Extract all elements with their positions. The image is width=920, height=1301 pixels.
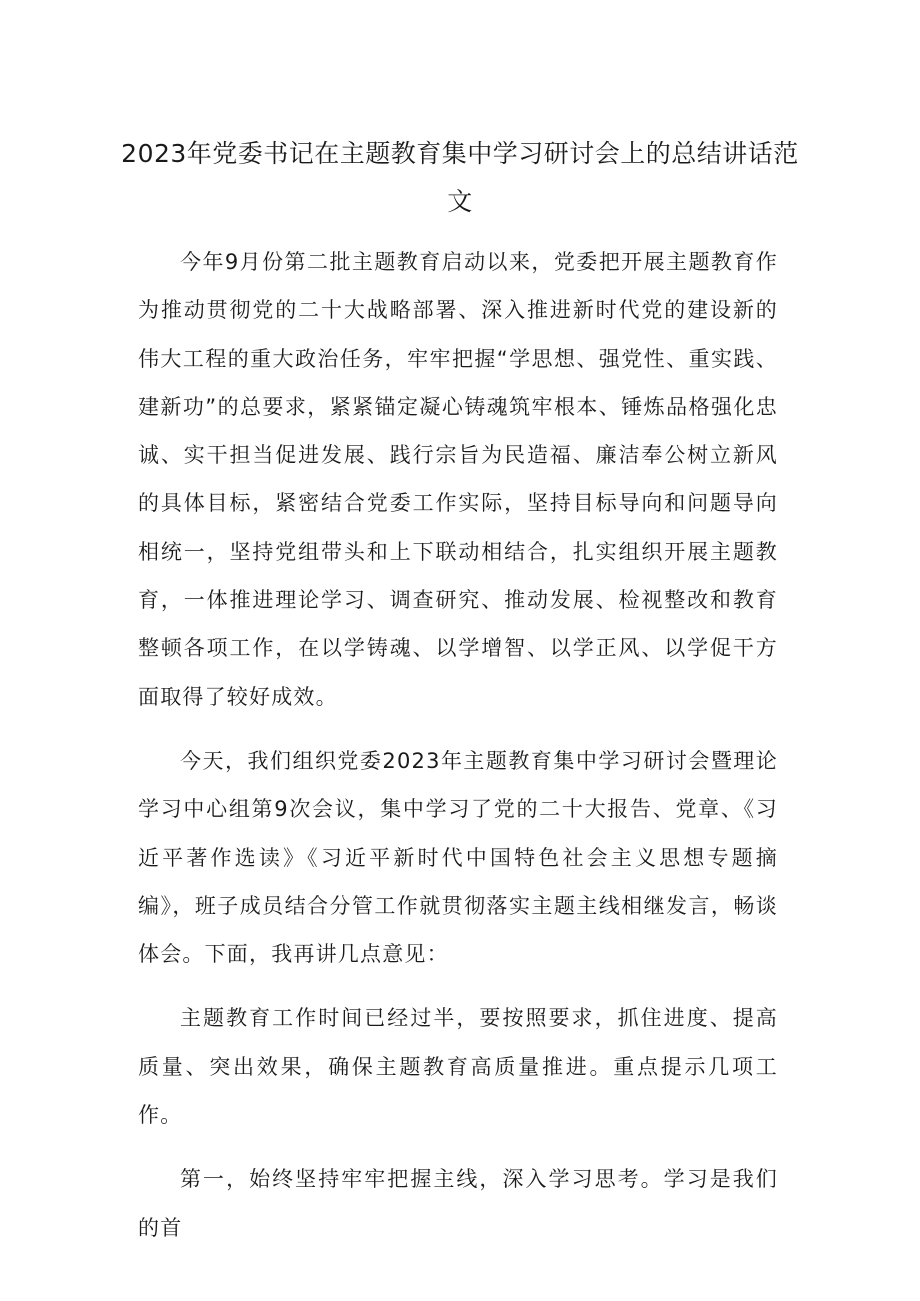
paragraph-intro: 今年9月份第二批主题教育启动以来，党委把开展主题教育作为推动贯彻党的二十大战略部署、深入推进新时代党的建设新的伟大工程的重大政治任务，牢牢把握“学思想、强党性、重实践、建新功”的总要求，紧紧锚定凝心铸魂筑牢根本、锤炼品格强化忠诚、实干担当促进发展、践行宗旨为民造福、廉洁奉公树立新风的具体目标，紧密结合党委工作实际，坚持目标导向和问题导向相统一，坚持党组带头和上下联动相结合，扎实组织开展主题教育，一体推进理论学习、调查研究、推动发展、检视整改和教育整顿各项工作，在以学铸魂、以学增智、以学正风、以学促干方面取得了较好成效。 <box>138 250 778 709</box>
document-title: 2023年党委书记在主题教育集中学习研讨会上的总结讲话范文 <box>121 139 799 216</box>
document-body <box>138 238 778 1268</box>
paragraph-first-point: 第一，始终坚持牢牢把握主线，深入学习思考。学习是我们的首 <box>138 1167 778 1240</box>
paragraph-meeting: 今天，我们组织党委2023年主题教育集中学习研讨会暨理论学习中心组第9次会议，集中学习了党的二十大报告、党章、《习近平著作选读》《习近平新时代中国特色社会主义思想专题摘编》，班子成员结合分管工作就贯彻落实主题主线相继发言，畅谈体会。下面，我再讲几点意见： <box>138 748 778 967</box>
paragraph-progress: 主题教育工作时间已经过半，要按照要求，抓住进度、提高质量、突出效果，确保主题教育高质量推进。重点提示几项工作。 <box>138 1006 778 1128</box>
